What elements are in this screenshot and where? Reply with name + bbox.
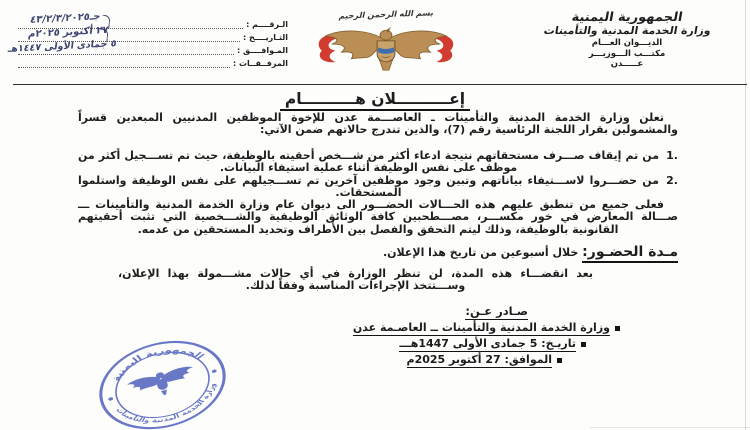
handwriting-stroke [101, 15, 110, 29]
ministry-name: وزارة الخدمة المدنية والتأمينات [542, 25, 712, 37]
handwritten-date-value: ٢٧ أكتوبر ٢٠٢٥م [27, 24, 110, 41]
stamp-top-text: الجمهورية اليمنية [109, 346, 206, 382]
stamp-icon [86, 325, 238, 430]
issued-by-heading [465, 304, 528, 318]
square-bullet-icon [557, 358, 562, 363]
attendance-duration-label: مـدة الحضـور: [582, 244, 678, 263]
stamp-eagle-icon [126, 364, 198, 404]
issued-org-text: وزارة الخدمة المدنية والتأمينات ــ العاصـمة عدن [352, 321, 610, 334]
dotted-line [18, 58, 230, 68]
handwriting-stroke [99, 29, 108, 43]
scan-edge-artifact [590, 427, 750, 428]
list-item-text: من تم إيقاف صـــرف مستحقاتهم نتيجة ادعاء أكثر من شـــخص أحقيته بالوظيفة، حيث تم تســـجيل أكثر من موظف على نفس الوظيفة أثناء عملية استيفاء البيانات. [78, 149, 659, 175]
title-row [0, 89, 750, 111]
scan-edge-artifact [745, 0, 746, 430]
svg-text:وزارة الخدمة المدنية والتأمينا [113, 380, 224, 430]
attendance-duration-text: خلال أسبوعين من تاريخ هذا الإعلان. [382, 246, 579, 259]
stamp-bottom-text: وزارة الخدمة المدنية والتأمينات [113, 383, 218, 425]
issued-gregorian-date-line [407, 353, 563, 368]
hijri-date-label: تاريـخ: [541, 337, 576, 350]
square-bullet-icon [615, 326, 620, 331]
page-title: إعــــــــــلان هــــــــــام [280, 90, 470, 111]
gregorian-date-value: 27 أكتوبر 2025م [406, 353, 501, 366]
emblem-block [298, 2, 474, 75]
instructions-paragraph: فعلى جميع من تنطبق عليهم هذه الحـــالات الحضـــور الى ديوان عام وزارة الخدمة المدنية والتأمينات ـــ صـــالة المعارض في خور مكســـر، مصـــطحبين كافة الوثائق الوظيفية والشـــخصية التي تثبت أحقيتهم القانونية بالوظيفة، وذلك ليتم التحقق والفصل بين الأطراف وتحديد المستحقين من عدمه. [78, 198, 678, 236]
list-item-number: 1. [666, 149, 678, 162]
intro-paragraph: تعلن وزارة الخدمة المدنية والتأمينات ـ العاصـــمة عدن للإخوة الموظفين المدنيين المبعدين قسراً والمشمولين بقرار اللجنة الرئاسية رقم (7)، والذين تندرج حالاتهم ضمن الآتي: [78, 111, 678, 137]
letterhead [510, 9, 744, 70]
handwritten-number-value: جـ٤٣/٢/٣/٢٠٢٥ [29, 11, 102, 26]
yemen-national-emblem-icon [302, 23, 470, 75]
header-divider-line [13, 84, 747, 85]
country-name: الجمهورية اليمنية [570, 9, 684, 24]
form-row-attachments [16, 55, 288, 68]
attachments-label: المرفــقــات : [232, 59, 288, 68]
number-label: الـرقــــم : [246, 20, 288, 29]
basmala-calligraphy: بسم الله الرحمن الرحيم [337, 8, 435, 21]
square-bullet-icon [581, 342, 586, 347]
minister-office-line: مكتـــب الـــوزيـــر [588, 48, 666, 59]
issued-hijri-date-line [399, 337, 586, 352]
deadline-paragraph: بعد انقضـــاء هذه المدة، لن تنظر الوزارة في أي حالات مشـــمولة بهذا الإعلان، وســـتتخذ الإجراءات المناسبة وفقاً لذلك. [118, 267, 593, 293]
general-office-line: الديـــوان العـــام [591, 38, 663, 48]
gregorian-date-label: الموافق: [504, 353, 552, 366]
official-stamp [86, 325, 239, 430]
date-label: التـاريــــخ : [242, 33, 288, 42]
cases-list [78, 150, 678, 200]
issued-by-heading-text: صـادر عـن: [465, 304, 528, 318]
attendance-duration-row [383, 246, 678, 259]
list-item-number: 2. [666, 173, 678, 187]
city-line: عـــــدن [610, 59, 644, 69]
issued-org-line [353, 321, 620, 336]
list-item-text: من حضـــروا لاســـتيفاء بياناتهم وتبين وجود موظفين آخرين تم تســـجيلهم على نفس الوظيفة واستلموا المستحقات. [78, 173, 659, 200]
handwritten-corresponding-value: ٥ جمادى الأولى ١٤٤٧هـ [7, 38, 118, 55]
list-item [78, 150, 678, 175]
corresponding-label: المـوافــــق : [237, 46, 288, 55]
hijri-date-value: 5 جمادى الأولى 1447هـــ [399, 337, 538, 350]
list-item [78, 175, 678, 200]
